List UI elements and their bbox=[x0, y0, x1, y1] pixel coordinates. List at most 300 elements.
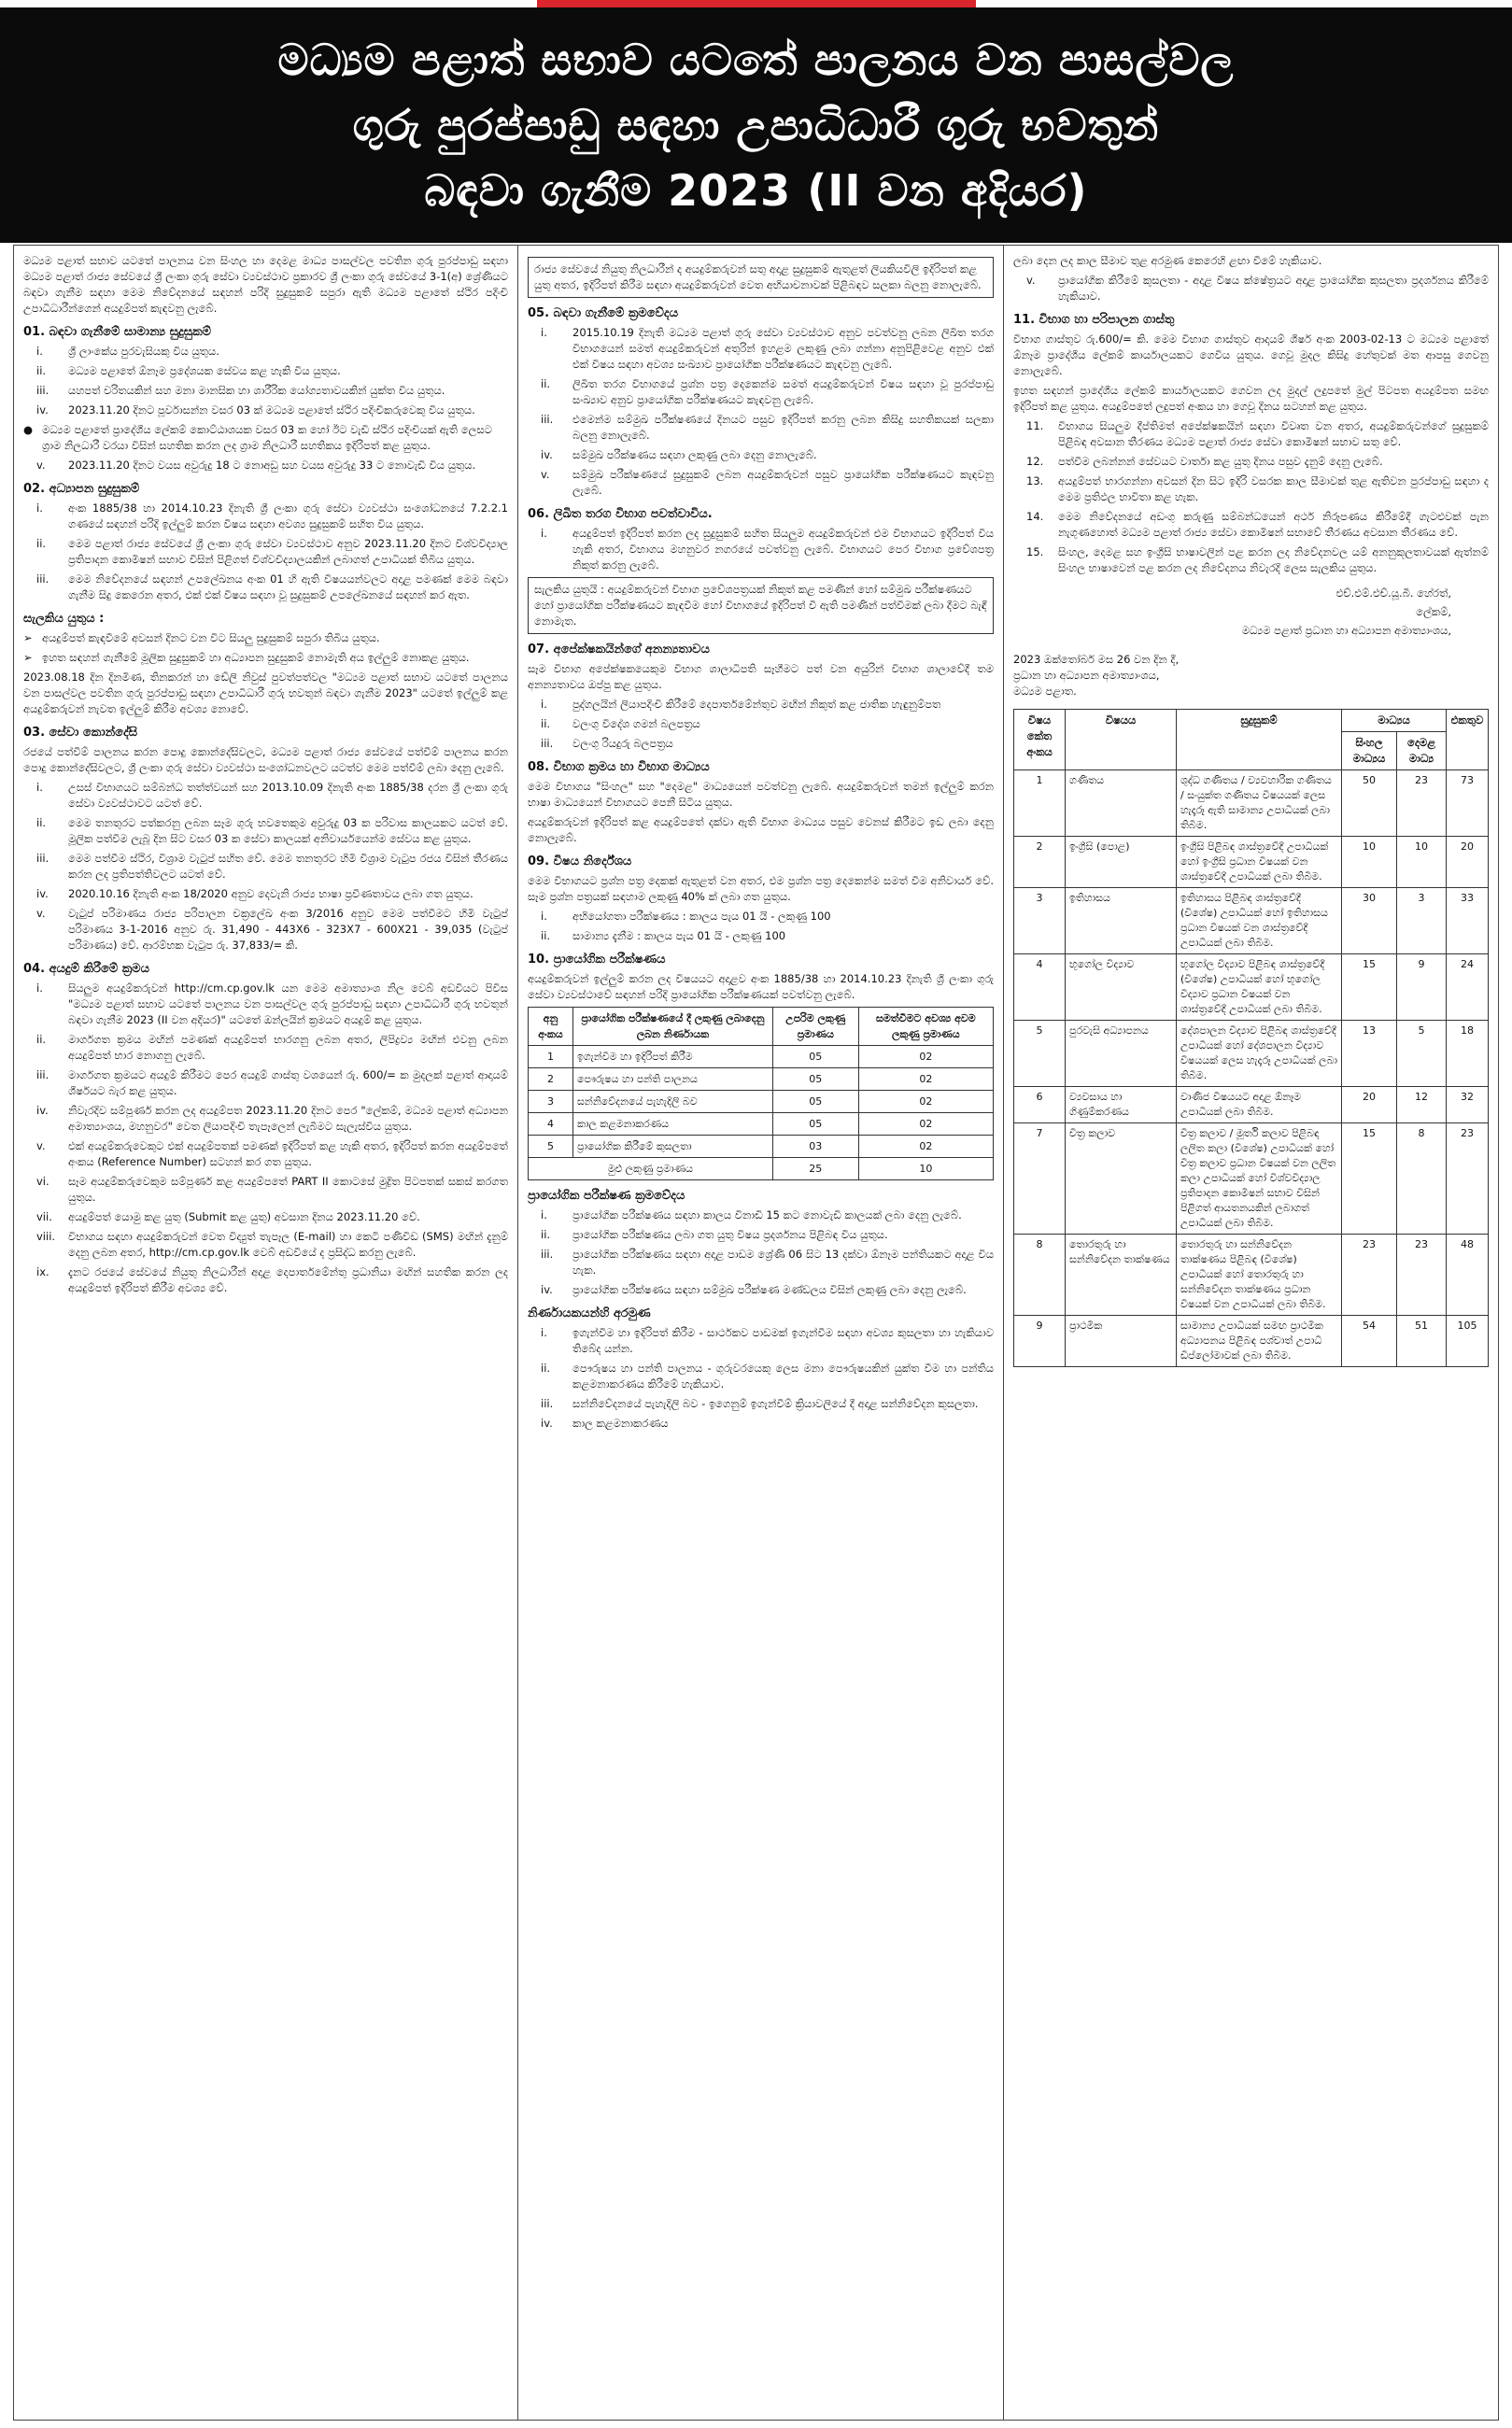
table-cell: 4 bbox=[529, 1113, 573, 1136]
red-accent bbox=[537, 0, 976, 7]
bullet-dot-icon: ● bbox=[23, 423, 34, 436]
table-row bbox=[1014, 1316, 1489, 1367]
note-title: සැලකිය යුතුය : bbox=[23, 612, 105, 626]
item-number: iii. bbox=[541, 413, 554, 426]
address-line-2: මධ්‍යම පළාත. bbox=[1013, 685, 1077, 698]
notice-header bbox=[0, 7, 1512, 243]
item-text: මෙම නිවේදනයේ සඳහන් උපලේඛනය අංක 01 හි ඇති විෂයයන්වලට අදාළ පමණක් මෙම බඳවා ගැනීම සිදු කෙරෙන අතර, එක් එක් විෂය සඳහා වූ සුදුසුකම් උපලේඛනයේ සඳහන් කර ඇත. bbox=[68, 572, 508, 601]
item-text: මෙම තනතුරට පත්කරනු ලබන සෑම ගුරු භවතෙකුම අවුරුදු 03 ක පරිවාස කාලයකට යටත් වේ. මූලික පත්වීම ලැබූ දින සිට වසර 03 ක සේවා කාලයක් අනිවාර්යයෙන්ම සේවය කළ යුතුය. bbox=[68, 816, 508, 845]
item-number: iv. bbox=[541, 448, 553, 461]
section-11-title: 11. විභාග හා පරිපාලන ගාස්තු bbox=[1013, 313, 1175, 327]
list-item bbox=[528, 1247, 994, 1278]
intro-paragraph: මධ්‍යම පළාත් සභාව යටතේ පාලනය වන සිංහල හා දෙමළ මාධ්‍ය පාසල්වල පවතින ගුරු පුරප්පාඩු සඳහා මධ්‍යම පළාත් රාජ්‍ය සේවයේ ශ්‍රී ලංකා ගුරු සේවා ව්‍යවස්ථාව ප්‍රකාරව ශ්‍රී ලංකා ගුරු සේවයේ 3-1(අ) ශ්‍රේණියට බඳවා ගැනීම සඳහා මෙම නිවේදනයේ සඳහන් පරිදි සුදුසුකම් සපුරා ඇති මධ්‍යම පළාතේ ස්ථිර පදිංචි උපාධිධාරීන්ගෙන් අයදුම්පත් කැඳවනු ලැබේ. bbox=[23, 254, 508, 315]
practical-method-list bbox=[528, 1207, 994, 1298]
list-item bbox=[23, 1138, 508, 1170]
subject-code-cell: 9 bbox=[1014, 1316, 1066, 1367]
item-text: පුද්ගලයින් ලියාපදිංචි කිරීමේ දෙපාර්තමේන්තුව මඟින් නිකුත් කළ ජාතික හැඳුනුම්පත bbox=[572, 698, 941, 711]
section-5-title: 05. බඳවා ගැනීමේ ක්‍රමවේදය bbox=[528, 306, 679, 320]
item-text: ප්‍රායෝගික පරීක්ෂණය සඳහා අදාළ පාඩම ශ්‍රේණි 06 සිට 13 දක්වා ඕනෑම පන්තියකට අදාළ විය හැක. bbox=[572, 1248, 994, 1277]
subject-cell: භූගෝල විද්‍යාව bbox=[1066, 954, 1177, 1021]
item-number: iii. bbox=[541, 737, 554, 750]
sinhala-count-cell: 15 bbox=[1342, 1123, 1397, 1235]
col3-top-text: ලබා දෙන ලද කාල සීමාව තුළ අරමුණ කෙරෙහි ළඟා වීමේ හැකියාව. bbox=[1013, 254, 1322, 267]
item-number: ii. bbox=[36, 537, 47, 550]
list-item bbox=[528, 447, 994, 463]
item-number: ii. bbox=[541, 1228, 551, 1241]
item-text: අයදුම්පත් ඉදිරිපත් කරන ලද සුදුසුකම් සහිත සියලුම අයදුම්කරුවන් එම විභාගයට ඉදිරිපත් විය හැකි අතර, විභාගය මහනුවර නගරයේ පවත්වනු ලැබේ. විභාගයට පෙර විභාග ප්‍රවේශපත්‍ර නිකුත් කරනු ලැබේ. bbox=[572, 527, 994, 572]
section-3-list bbox=[23, 780, 508, 953]
item-number: i. bbox=[541, 1208, 547, 1221]
list-item bbox=[23, 1264, 508, 1296]
qualification-cell: භූගෝල විද්‍යාව පිළිබඳ ශාස්ත්‍රවේදී (විශේෂ) උපාධියක් හෝ භූගෝල විද්‍යාව ප්‍රධාන විෂයක් වන ශාස්ත්‍රවේදී උපාධියක් ලබා තිබීම. bbox=[1177, 954, 1342, 1021]
section-7-intro: සෑම විභාග අපේක්ෂකයෙකුම විභාග ශාලාධිපති සෑහීමට පත් වන අයුරින් විභාග ශාලාවේදී තම අනන්‍යතාවය ඔප්පු කළ යුතුය. bbox=[528, 662, 994, 691]
arrow-right-icon: ➢ bbox=[23, 631, 33, 644]
item-number: i. bbox=[541, 326, 547, 339]
date-line: 2023 ඔක්තෝබර් මස 26 වන දින දී, bbox=[1013, 653, 1180, 666]
list-item bbox=[528, 412, 994, 444]
table-cell: 05 bbox=[772, 1046, 858, 1068]
signatory-org: මධ්‍යම පළාත් ප්‍රධාන හා අධ්‍යාපන අමාත්‍යාංශය, bbox=[1241, 624, 1451, 637]
list-item bbox=[23, 363, 508, 379]
qualification-cell: දේශපාලන විද්‍යාව පිළිබඳ ශාස්ත්‍රවේදී උපාධියක් හෝ දේශපාලන විද්‍යාව විෂයයක් ලෙස හැදෑරූ උපාධියක් ලබා තිබීම. bbox=[1177, 1021, 1342, 1087]
column-3 bbox=[1004, 246, 1498, 2420]
table-row bbox=[1014, 1087, 1489, 1123]
table-cell: ඉගැන්වීම හා ඉදිරිපත් කිරීම bbox=[572, 1046, 772, 1068]
table-row bbox=[529, 1091, 994, 1113]
list-item bbox=[23, 1229, 508, 1261]
table-total-row bbox=[529, 1158, 994, 1180]
signatory-name: එච්.එම්.එච්.යූ.බී. හේරත්, bbox=[1335, 586, 1451, 600]
list-item bbox=[528, 1416, 994, 1432]
item-text: ප්‍රායෝගික කිරීමේ කුසලතා - අදාළ විෂය ක්ෂේත්‍රයට අදාළ ප්‍රායෝගික කුසලතා ප්‍රදර්ශනය කිරීමේ හැකියාව. bbox=[1058, 274, 1489, 303]
item-number: iv. bbox=[36, 887, 49, 900]
item-number: i. bbox=[36, 781, 43, 794]
item-text: අංක 1885/38 හා 2014.10.23 දිනැති ශ්‍රී ලංකා ගුරු සේවා ව්‍යවස්ථා සංශෝධනයේ 7.2.2.1 ගණයේ සඳහන් පරිදි ඉල්ලුම් කරන විෂය සඳහා අවශ්‍ය සුදුසුකම් සහිත විය යුතුය. bbox=[68, 501, 508, 530]
item-text: ලිඛිත තරග විභාගයේ ප්‍රශ්න පත්‍ර දෙකෙන්ම සමත් අයදුම්කරුවන් විෂය සඳහා වූ පුරප්පාඩු සංඛ්‍යාව අනුව ප්‍රායෝගික පරීක්ෂණයට කැඳවනු ලැබේ. bbox=[572, 377, 994, 406]
header-line-1: මධ්‍යම පළාත් සභාව යටතේ පාලනය වන පාසල්වල bbox=[277, 35, 1235, 85]
item-text: ප්‍රායෝගික පරීක්ෂණය සඳහා කාලය විනාඩි 15 කට නොවැඩි කාලයක් ලබා දෙනු ලැබේ. bbox=[572, 1208, 962, 1221]
item-number: v. bbox=[1026, 274, 1036, 287]
item-number: 15. bbox=[1026, 545, 1044, 558]
top-note-text: රාජ්‍ය සේවයේ නියුතු නිලධාරීන් ද අයදුම්කරුවන් සතු අදාළ සුදුසුකම් ඇතුළත් ලියකියවිලි ඉදිරිපත් කළ යුතු අතර, ඉදිරිපත් කිරීම සඳහා අයදුම්කරුවන් වෙත අභියාචනාවක් පිළිබඳව සලකා බලනු නොලැබේ. bbox=[534, 262, 982, 291]
item-text: කාල කළමනාකරණය bbox=[572, 1417, 669, 1430]
section-11-text-2: ඉහත සඳහන් ප්‍රාදේශීය ලේකම් කාර්යාලයකට ගෙවන ලද මුදල් ලදුපතේ මුල් පිටපත අයදුම්පත සමඟ ඉදිරිපත් කළ යුතුය. අයදුම්පතේ ලදුපත් අංකය හා ගෙවූ දිනය සටහන් කළ යුතුය. bbox=[1013, 384, 1489, 413]
table-cell: 5 bbox=[529, 1136, 573, 1158]
subject-code-cell: 5 bbox=[1014, 1021, 1066, 1087]
section-10-title: 10. ප්‍රායෝගික පරීක්ෂණය bbox=[528, 953, 666, 967]
item-text: සාමාන්‍ය දැනීම : කාලය පැය 01 යි - ලකුණු 100 bbox=[572, 929, 786, 942]
item-text: සන්නිවේදනයේ පැහැදිලි බව - ඉගෙනුම් ඉගැන්වීම් ක්‍රියාවලියේ දී අදාළ සන්නිවේදන කුසලතා. bbox=[572, 1397, 979, 1410]
item-text: විභාගය සියලුම දීප්තිමත් අපේක්ෂකයින් සඳහා විවෘත වන අතර, අයදුම්කරුවන්ගේ සුදුසුකම් පිළිබඳ අවසාන තීරණය මධ්‍යම පළාත් රාජ්‍ය සේවා කොමිෂන් සභාව සතු වේ. bbox=[1058, 419, 1489, 448]
table-row bbox=[529, 1136, 994, 1158]
subject-code-cell: 2 bbox=[1014, 837, 1066, 888]
section-1-title: 01. බඳවා ගැනීමේ සාමාන්‍ය සුදුසුකම් bbox=[23, 325, 211, 339]
section-1-list bbox=[23, 344, 508, 418]
section-11-text: විභාග ගාස්තුව රු.600/= කි. මෙම විභාග ගාස්තුව ආදායම් ශීර්ෂ අංක 2003-02-13 ට මධ්‍යම පළාතේ ඕනෑම ප්‍රාදේශීය ලේකම් කාර්යාලයකට ගෙවිය යුතුය. ගෙවූ මුදල කිසිදු හේතුවක් මත ආපසු ගෙවනු නොලැබේ. bbox=[1013, 332, 1489, 377]
item-text: ප්‍රායෝගික පරීක්ෂණය සඳහා සම්මුඛ පරීක්ෂණ මණ්ඩලය විසින් ලකුණු ලබා දෙනු ලැබේ. bbox=[572, 1283, 967, 1296]
signature-block bbox=[1013, 586, 1489, 639]
item-number: ix. bbox=[36, 1265, 49, 1278]
list-item bbox=[23, 572, 508, 603]
header-line-2: ගුරු පුරප්පාඩු සඳහා උපාධිධාරී ගුරු භවතුන් bbox=[352, 100, 1160, 150]
total-label-cell: මුළු ලකුණු ප්‍රමාණය bbox=[529, 1158, 773, 1180]
list-item bbox=[528, 716, 994, 732]
item-number: i. bbox=[36, 345, 43, 358]
vacancy-table bbox=[1013, 709, 1489, 1367]
list-item bbox=[23, 886, 508, 902]
header-no: විෂය කේත අංකය bbox=[1014, 710, 1066, 770]
item-number: vii. bbox=[36, 1210, 52, 1223]
list-item bbox=[528, 1282, 994, 1298]
section-2-list bbox=[23, 501, 508, 603]
section-1-bullet bbox=[23, 422, 508, 454]
note-paragraph: 2023.08.18 දින දිනමිණ, තිනකරන් හා ඩේලි නිවුස් පුවත්පත්වල "මධ්‍යම පළාත් සභාව යටතේ පාලනය වන පාසල්වල පවතින ගුරු පුරප්පාඩු සඳහා උපාධිධාරී ගුරු භවතුන් බඳවා ගැනීම 2023" යටතේ ඉල්ලුම් කළ අයදුම්කරුවන් නැවත ඉල්ලුම් කිරීම අවශ්‍ය නොවේ. bbox=[23, 671, 508, 715]
notice-body bbox=[13, 245, 1499, 2421]
table-cell: 03 bbox=[772, 1136, 858, 1158]
item-number: i. bbox=[36, 501, 43, 515]
subject-cell: තොරතුරු හා සන්නිවේදන තාක්ෂණය bbox=[1066, 1235, 1177, 1316]
note-box-text: සැලකිය යුතුයි : අයදුම්කරුවන් විභාග ප්‍රවේශපත්‍රයක් නිකුත් කළ පමණින් හෝ සම්මුඛ පරීක්ෂණයට හෝ ප්‍රායෝගික පරීක්ෂණයට කැඳවීම හෝ විභාගයේ ඉදිරිපත් වී ඇති පමණින් පත්වීමක් ලබා දීමට බැඳී නොමැත. bbox=[534, 583, 987, 628]
item-number: ii. bbox=[36, 364, 47, 377]
item-text: උසස් විභාගයට සම්බන්ධ තත්ත්වයන් සහ 2013.10.09 දිනැති අංක 1885/38 දරන ශ්‍රී ලංකා ගුරු සේවා ව්‍යවස්ථාවට යටත් වේ. bbox=[68, 781, 508, 810]
column-2 bbox=[518, 246, 1004, 2420]
item-text: ශ්‍රී ලාංකේය පුරවැසියකු විය යුතුය. bbox=[68, 345, 219, 358]
table-row bbox=[529, 1113, 994, 1136]
item-number: iv. bbox=[541, 1417, 553, 1430]
list-item bbox=[1013, 509, 1489, 541]
tamil-count-cell: 23 bbox=[1397, 770, 1447, 837]
item-number: ii. bbox=[541, 377, 551, 390]
list-item bbox=[528, 909, 994, 925]
list-item bbox=[23, 1103, 508, 1135]
signatory-role: ලේකම්, bbox=[1416, 605, 1451, 618]
section-5-list bbox=[528, 325, 994, 499]
tamil-count-cell: 10 bbox=[1397, 837, 1447, 888]
note-item bbox=[23, 650, 508, 666]
table-cell: සන්නිවේදනයේ පැහැදිලි බව bbox=[572, 1091, 772, 1113]
subject-code-cell: 4 bbox=[1014, 954, 1066, 1021]
item-number: iii. bbox=[36, 572, 49, 586]
item-number: i. bbox=[541, 1326, 547, 1339]
list-item bbox=[23, 402, 508, 418]
table-row bbox=[1014, 1123, 1489, 1235]
tamil-count-cell: 8 bbox=[1397, 1123, 1447, 1235]
item-text: මෙම පළාත් රාජ්‍ය සේවයේ ශ්‍රී ලංකා ගුරු සේවා ව්‍යවස්ථාව අනුව 2023.11.20 දිනට විශ්වවිද්‍යාල ප්‍රතිපාදන කොමිෂන් සභාව විසින් පිළිගත් විශ්වවිද්‍යාලයකින් ලබාගත් උපාධියක් තිබිය යුතුය. bbox=[68, 537, 508, 566]
item-number: iv. bbox=[36, 403, 49, 416]
notes-list bbox=[23, 630, 508, 666]
header-line-3: බඳවා ගැනීම 2023 (II වන අදියර) bbox=[424, 165, 1088, 216]
table-header-row bbox=[529, 1008, 994, 1046]
total-count-cell: 32 bbox=[1447, 1087, 1489, 1123]
list-item bbox=[528, 1361, 994, 1392]
practical-method-title: ප්‍රායෝගික පරීක්ෂණ ක්‍රමවේදය bbox=[528, 1189, 685, 1203]
sinhala-count-cell: 23 bbox=[1342, 1235, 1397, 1316]
column-1 bbox=[14, 246, 518, 2420]
item-number: iii. bbox=[36, 1068, 49, 1081]
item-text: 2020.10.16 දිනැති අංක 18/2020 අනුව දෙවැනි රාජ්‍ය භාෂා ප්‍රවීණතාවය ලබා ගත යුතුය. bbox=[68, 887, 473, 900]
subject-cell: ගණිතය bbox=[1066, 770, 1177, 837]
section-7-title: 07. අපේක්ෂකයින්ගේ අනන්‍යතාවය bbox=[528, 642, 710, 656]
list-item bbox=[1013, 273, 1489, 304]
note-item bbox=[23, 630, 508, 646]
date-address-block bbox=[1013, 652, 1489, 699]
section-2-title: 02. අධ්‍යාපන සුදුසුකම් bbox=[23, 482, 140, 496]
item-text: සියලුම අයදුම්කරුවන් http://cm.cp.gov.lk යන මෙම අමාත්‍යාංශ නිල වෙබ් අඩවියට පිවිස "මධ්‍යම පළාත් සභාව යටතේ පාලනය වන පාසල්වල ගුරු පුරප්පාඩු සඳහා උපාධිධාරී ගුරු භවතුන් බඳවා ගැනීම 2023 (II වන අදියර)" යටතේ ඔන්ලයින් ක්‍රමයට අයදුම් කළ යුතුය. bbox=[68, 981, 508, 1026]
list-item bbox=[528, 1207, 994, 1223]
item-number: iii. bbox=[36, 852, 49, 865]
tamil-count-cell: 5 bbox=[1397, 1021, 1447, 1087]
list-item bbox=[528, 1227, 994, 1243]
item-text: ප්‍රායෝගික පරීක්ෂණය ලබා ගත යුතු විෂය ප්‍රදර්ශනය පිළිබඳ විය යුතුය. bbox=[572, 1228, 888, 1241]
list-item bbox=[23, 981, 508, 1028]
list-item bbox=[23, 1174, 508, 1206]
table-cell: ප්‍රායෝගික කිරීමේ කුසලතා bbox=[572, 1136, 772, 1158]
item-text: සෑම අයදුම්කරුවෙකුම සම්පූර්ණ කළ අයදුම්පතේ PART II කොටසේ මුද්‍රිත පිටපතක් සකස් කරගත යුතුය. bbox=[68, 1175, 508, 1204]
item-number: ii. bbox=[541, 1362, 551, 1375]
item-number: v. bbox=[36, 1139, 46, 1152]
item-text: නිවැරදිව සම්පූර්ණ කරන ලද අයදුම්පත 2023.11.20 දිනට පෙර "ලේකම්, මධ්‍යම පළාත් අධ්‍යාපන අමාත්‍යාංශය, මහනුවර" වෙත ලියාපදිංචි තැපෑලෙන් ලැබීමට සැලැස්විය යුතුය. bbox=[68, 1104, 508, 1133]
table-header-row bbox=[1014, 710, 1489, 732]
section-8-title: 08. විභාග ක්‍රමය හා විභාග මාධ්‍යය bbox=[528, 760, 710, 774]
table-cell: 05 bbox=[772, 1091, 858, 1113]
list-item bbox=[1013, 473, 1489, 505]
item-number: iii. bbox=[541, 1397, 554, 1410]
item-text: මෙම පත්වීම ස්ථිර, විශ්‍රාම වැටුප් සහිත වේ. මෙම තනතුරට හිමි විශ්‍රාම වැටුප රජය විසින් තීරණය කරන ලද ප්‍රතිපත්තිවලට යටත් වේ. bbox=[68, 852, 508, 881]
tamil-count-cell: 51 bbox=[1397, 1316, 1447, 1367]
item-number: iv. bbox=[541, 1283, 553, 1296]
sinhala-count-cell: 15 bbox=[1342, 954, 1397, 1021]
qualification-cell: චිත්‍ර කලාව / මූර්ති කලාව පිළිබඳ ලලිත කලා (විශේෂ) උපාධියක් හෝ චිත්‍ර කලාව ප්‍රධාන විෂයක් වන ලලිත කලා උපාධියක් හෝ විශ්වවිද්‍යාල ප්‍රතිපාදන කොමිෂන් සභාව විසින් පිළිගත් ආයතනයකින් ලබාගත් උපාධියක් ලබා තිබීම. bbox=[1177, 1123, 1342, 1235]
table-cell: 02 bbox=[858, 1091, 993, 1113]
subject-cell: ප්‍රාථමික bbox=[1066, 1316, 1177, 1367]
item-text: මාර්ගගත ක්‍රමයට අයදුම් කිරීමට පෙර අයදුම් ගාස්තු වශයෙන් රු. 600/= ක මුදලක් පළාත් ආදායම් ශීර්ෂයට බැර කළ යුතුය. bbox=[68, 1068, 508, 1097]
list-item bbox=[23, 1032, 508, 1064]
list-item bbox=[23, 906, 508, 953]
section-9-text: මෙම විභාගයට ප්‍රශ්න පත්‍ර දෙකක් ඇතුළත් වන අතර, එම ප්‍රශ්න පත්‍ර දෙකෙන්ම සමත් වීම අනිවාර්ය වේ. සෑම ප්‍රශ්න පත්‍රයක් සඳහාම ලකුණු 40% ක් ලබා ගත යුතුය. bbox=[528, 874, 994, 903]
section-3-intro: රජයේ පත්වීම් පාලනය කරන පොදු කොන්දේසිවලට, මධ්‍යම පළාත් රාජ්‍ය සේවයේ පත්වීම් පාලනය කරන පොදු කොන්දේසිවලට, ශ්‍රී ලංකා ගුරු සේවා ව්‍යවස්ථා සංශෝධනවලට යටත්ව මෙම පත්වීම් ලබා දෙනු ලැබේ. bbox=[23, 745, 508, 774]
item-number: ii. bbox=[36, 816, 47, 829]
list-item bbox=[528, 736, 994, 752]
numbered-paragraphs bbox=[1013, 418, 1489, 576]
item-number: v. bbox=[36, 907, 46, 920]
item-text: සම්මුඛ පරීක්ෂණයේ සුදුසුකම් ලබන අයදුම්කරුවන් පසුව ප්‍රායෝගික පරීක්ෂණයට කැඳවනු ලැබේ. bbox=[572, 468, 994, 497]
table-cell: 2 bbox=[529, 1068, 573, 1091]
total-count-cell: 105 bbox=[1447, 1316, 1489, 1367]
note-text: අයදුම්පත් කැඳවීමේ අවසන් දිනට වන විට සියලු සුදුසුකම් සපුරා තිබිය යුතුය. bbox=[42, 631, 380, 644]
table-header-cell: අනු අංකය bbox=[529, 1008, 573, 1046]
subject-code-cell: 6 bbox=[1014, 1087, 1066, 1123]
table-cell: 02 bbox=[858, 1068, 993, 1091]
arrow-right-icon: ➢ bbox=[23, 651, 33, 664]
section-3-title: 03. සේවා කොන්දේසි bbox=[23, 726, 138, 740]
sinhala-count-cell: 10 bbox=[1342, 837, 1397, 888]
table-cell: පෞරුෂය හා පන්ති පාලනය bbox=[572, 1068, 772, 1091]
table-cell: 02 bbox=[858, 1046, 993, 1068]
item-text: අයදුම්පත් භාරගන්නා අවසන් දින සිට ඉදිරි වසරක කාල සීමාවක් තුළ ඇතිවන පුරප්පාඩු සඳහා ද මෙම ප්‍රතිඵල භාවිතා කළ හැක. bbox=[1058, 474, 1489, 503]
qualification-cell: ඉතිහාසය පිළිබඳ ශාස්ත්‍රවේදී (විශේෂ) උපාධියක් හෝ ඉතිහාසය ප්‍රධාන විෂයක් වන ශාස්ත්‍රවේදී උපාධියක් ලබා තිබීම. bbox=[1177, 888, 1342, 954]
list-item bbox=[23, 780, 508, 812]
item-text: එක් අයදුම්කරුවෙකුට එක් අයදුම්පතක් පමණක් ඉදිරිපත් කළ හැකි අතර, ඉදිරිපත් කරන අයදුම්පතේ අංකය (Reference Number) සටහන් කර ගත යුතුය. bbox=[68, 1139, 508, 1168]
total-count-cell: 33 bbox=[1447, 888, 1489, 954]
list-item bbox=[1013, 544, 1489, 576]
section-6-title: 06. ලිඛිත තරග විභාග පවත්වාවිය. bbox=[528, 507, 713, 521]
header-sinhala: සිංහල මාධ්‍යය bbox=[1342, 732, 1397, 770]
table-header-cell: සමත්වීමට අවශ්‍ය අවම ලකුණු ප්‍රමාණය bbox=[858, 1008, 993, 1046]
item-text: යහපත් චරිතයකින් සහ මනා මානසික හා ශාරීරික යෝග්‍යතාවයකින් යුක්ත විය යුතුය. bbox=[68, 384, 445, 397]
header-qualification: සුදුසුකම් bbox=[1177, 710, 1342, 770]
list-item bbox=[528, 1325, 994, 1357]
item-number: v. bbox=[36, 459, 46, 472]
table-cell: 05 bbox=[772, 1113, 858, 1136]
subject-code-cell: 3 bbox=[1014, 888, 1066, 954]
criteria-title: නිර්ණායකයන්හි අරමුණ bbox=[528, 1306, 651, 1320]
table-header-cell: ප්‍රායෝගික පරීක්ෂණයේ දී ලකුණු ලබාදෙනු ලබන නිර්ණායක bbox=[572, 1008, 772, 1046]
list-item bbox=[23, 501, 508, 532]
sinhala-count-cell: 54 bbox=[1342, 1316, 1397, 1367]
tamil-count-cell: 12 bbox=[1397, 1087, 1447, 1123]
item-number: 12. bbox=[1026, 455, 1044, 468]
item-text: ඉගැන්වීම හා ඉදිරිපත් කිරීම - සාර්ථකව පාඩමක් ඉගැන්වීම සඳහා අවශ්‍ය කුසලතා හා හැකියාව තිබේද යන්න. bbox=[572, 1326, 994, 1355]
section-7-list bbox=[528, 697, 994, 752]
list-item bbox=[23, 1067, 508, 1099]
item-text: සිංහල, දෙමළ සහ ඉංග්‍රීසි භාෂාවලින් පළ කරන ලද නිවේදනවල යම් අනනුකූලතාවයක් ඇත්නම් සිංහල භාෂාවෙන් පළ කරන ලද නිවේදනය නිවැරදි ලෙස සැලකිය යුතුය. bbox=[1058, 545, 1489, 574]
section-6-list bbox=[528, 526, 994, 573]
list-item bbox=[23, 815, 508, 847]
criteria-list bbox=[528, 1325, 994, 1432]
list-item bbox=[23, 344, 508, 360]
address-line-1: ප්‍රධාන හා අධ්‍යාපන අමාත්‍යාංශය, bbox=[1013, 669, 1160, 682]
list-item bbox=[528, 376, 994, 408]
table-row bbox=[1014, 770, 1489, 837]
item-number: i. bbox=[541, 527, 547, 540]
qualification-cell: වාණිජ විෂයයට අදාළ ඕනෑම උපාධියක් ලබා තිබීම. bbox=[1177, 1087, 1342, 1123]
item-text: සම්මුඛ පරීක්ෂණය සඳහා ලකුණු ලබා දෙනු නොලැබේ. bbox=[572, 448, 817, 461]
total-count-cell: 18 bbox=[1447, 1021, 1489, 1087]
qualification-cell: ශුද්ධ ගණිතය / ව්‍යවහාරික ගණිතය / සංයුක්ත ගණිතය විෂයයක් ලෙස හැදෑරූ ඇති සාමාන්‍ය උපාධියක් ලබා තිබීම. bbox=[1177, 770, 1342, 837]
item-number: iii. bbox=[36, 384, 49, 397]
total-count-cell: 73 bbox=[1447, 770, 1489, 837]
header-total: එකතුව bbox=[1447, 710, 1489, 770]
section-8-text-2: අයදුම්කරුවන් ඉදිරිපත් කළ අයදුම්පතේ දක්වා ඇති විභාග මාධ්‍යය පසුව වෙනස් කිරීමට ඉඩ ලබා දෙනු නොලැබේ. bbox=[528, 815, 994, 844]
sinhala-count-cell: 13 bbox=[1342, 1021, 1397, 1087]
list-item bbox=[528, 526, 994, 573]
table-row bbox=[1014, 837, 1489, 888]
item-text: පත්වීම ලබන්නන් සේවයට වාර්තා කළ යුතු දිනය පසුව දැනුම් දෙනු ලැබේ. bbox=[1058, 455, 1383, 468]
header-medium: මාධ්‍යය bbox=[1342, 710, 1447, 732]
table-cell: 1 bbox=[529, 1046, 573, 1068]
item-number: v. bbox=[541, 468, 550, 481]
list-item bbox=[1013, 454, 1489, 470]
item-number: ii. bbox=[36, 1033, 47, 1046]
tamil-count-cell: 9 bbox=[1397, 954, 1447, 1021]
qualification-cell: තොරතුරු හා සන්නිවේදන තාක්ෂණය පිළිබඳ (විශේෂ) උපාධියක් හෝ තොරතුරු හා සන්නිවේදන තාක්ෂණය ප්‍රධාන විෂයක් වන උපාධියක් ලබා තිබීම. bbox=[1177, 1235, 1342, 1316]
list-item bbox=[23, 1209, 508, 1225]
item-number: i. bbox=[541, 698, 547, 711]
table-cell: 3 bbox=[529, 1091, 573, 1113]
total-max-cell: 25 bbox=[772, 1158, 858, 1180]
header-tamil: දෙමළ මාධ්‍ය bbox=[1397, 732, 1447, 770]
section-4-list bbox=[23, 981, 508, 1296]
item-number: 11. bbox=[1026, 419, 1044, 432]
subject-cell: ඉතිහාසය bbox=[1066, 888, 1177, 954]
subject-cell: චිත්‍ර කලාව bbox=[1066, 1123, 1177, 1235]
item-text: මාර්ගගත ක්‍රමය මඟින් පමණක් අයදුම්පත් භාරගනු ලබන අතර, ලිපිද්‍රව්‍ය මඟින් එවනු ලබන අයදුම්පත් භාර නොගනු ලැබේ. bbox=[68, 1033, 508, 1062]
item-text: 2023.11.20 දිනට පූර්වාසන්න වසර 03 ක් මධ්‍යම පළාතේ ස්ථිර පදිංචිකරුවෙකු විය යුතුය. bbox=[68, 403, 475, 416]
table-cell: 05 bbox=[772, 1068, 858, 1091]
table-cell: කාල කළමනාකරණය bbox=[572, 1113, 772, 1136]
bullet-text: මධ්‍යම පළාතේ ප්‍රාදේශීය ලේකම් කොට්ඨාශයක වසර 03 ක හෝ ඊට වැඩි ස්ථිර පදිංචියක් ඇති ලෙසට ග්‍රාම නිලධාරී වරයා විසින් සහතික කරන ලද ග්‍රාම නිලධාරී සහතිකය ඉදිරිපත් කළ යුතුය. bbox=[42, 423, 492, 452]
list-item bbox=[23, 383, 508, 399]
section-9-list bbox=[528, 909, 994, 944]
table-row bbox=[1014, 1235, 1489, 1316]
qualification-cell: සාමාන්‍ය උපාධියක් සමඟ ප්‍රාථමික අධ්‍යාපනය පිළිබඳ පශ්චාත් උපාධි ඩිප්ලෝමාවක් ලබා තිබීම. bbox=[1177, 1316, 1342, 1367]
section-4-title: 04. අයදුම් කිරීමේ ක්‍රමය bbox=[23, 962, 149, 976]
item-number: 13. bbox=[1026, 474, 1044, 487]
item-number: i. bbox=[541, 910, 547, 923]
total-count-cell: 24 bbox=[1447, 954, 1489, 1021]
item-number: 14. bbox=[1026, 510, 1044, 523]
list-item bbox=[1013, 418, 1489, 450]
item-number: i. bbox=[36, 981, 43, 995]
subject-cell: පුරවැසි අධ්‍යාපනය bbox=[1066, 1021, 1177, 1087]
qualification-cell: ඉංග්‍රීසි පිළිබඳ ශාස්ත්‍රවේදී උපාධියක් හෝ ඉංග්‍රීසි ප්‍රධාන විෂයක් වන ශාස්ත්‍රවේදී උපාධියක් ලබා තිබීම. bbox=[1177, 837, 1342, 888]
item-text: අයදුම්පත් යොමු කළ යුතු (Submit කළ යුතු) අවසාන දිනය 2023.11.20 වේ. bbox=[68, 1210, 420, 1223]
top-note-box bbox=[528, 257, 994, 298]
subject-code-cell: 8 bbox=[1014, 1235, 1066, 1316]
item-text: 2023.11.20 දිනට වයස අවුරුදු 18 ට නොඅඩු සහ වයස අවුරුදු 33 ට නොවැඩි විය යුතුය. bbox=[68, 459, 476, 472]
item-text: පෞරුෂය හා පන්ති පාලනය - ගුරුවරයෙකු ලෙස මනා පෞරුෂයකින් යුක්ත වීම හා පන්තිය කළමනාකරණය කිරීමේ හැකියාව. bbox=[572, 1362, 994, 1390]
table-body bbox=[1014, 770, 1489, 1367]
item-text: අභියෝගතා පරීක්ෂණය : කාලය පැය 01 යි - ලකුණු 100 bbox=[572, 910, 831, 923]
section-10-text: අයදුම්කරුවන් ඉල්ලුම් කරන ලද විෂයයට අදාළව අංක 1885/38 හා 2014.10.23 දිනැති ශ්‍රී ලංකා ගුරු සේවා ව්‍යවස්ථාවේ සඳහන් පරිදි ප්‍රායෝගික පරීක්ෂණයක් පවත්වනු ලැබේ. bbox=[528, 972, 994, 1001]
list-item bbox=[528, 325, 994, 373]
item-number: iv. bbox=[36, 1104, 49, 1117]
practical-marks-table bbox=[528, 1007, 994, 1180]
list-item bbox=[528, 928, 994, 944]
subject-code-cell: 1 bbox=[1014, 770, 1066, 837]
item-number: ii. bbox=[541, 717, 551, 730]
section-8-text: මෙම විභාගය "සිංහල" සහ "දෙමළ" මාධ්‍යයෙන් පවත්වනු ලැබේ. අයදුම්කරුවන් තමන් ඉල්ලුම් කරන භාෂා මාධ්‍යයෙන් විභාගයට පෙනී සිටිය යුතුය. bbox=[528, 780, 994, 809]
table-row bbox=[1014, 954, 1489, 1021]
item-text: වලංගු රියදුරු බලපත්‍රය bbox=[572, 737, 673, 750]
total-count-cell: 48 bbox=[1447, 1235, 1489, 1316]
item-number: vi. bbox=[36, 1175, 49, 1188]
item-text: එමෙන්ම සම්මුඛ පරීක්ෂණයේ දිනයට පසුව ඉදිරිපත් කරනු ලබන කිසිදු සහතිකයක් සලකා බලනු නොලැබේ. bbox=[572, 413, 994, 442]
sinhala-count-cell: 50 bbox=[1342, 770, 1397, 837]
subject-code-cell: 7 bbox=[1014, 1123, 1066, 1235]
total-count-cell: 23 bbox=[1447, 1123, 1489, 1235]
item-text: විභාගය සඳහා අයදුම්කරුවන් වෙත විද්‍යුත් තැපෑල (E-mail) හා කෙටි පණිවිඩ (SMS) මඟින් දැනුම් දෙනු ලබන අතර, http://cm.cp.gov.lk වෙබ් අඩවියේ ද ප්‍රසිද්ධ කරනු ලැබේ. bbox=[68, 1230, 508, 1259]
tamil-count-cell: 3 bbox=[1397, 888, 1447, 954]
table-cell: 02 bbox=[858, 1113, 993, 1136]
item-text: වැටුප් පරිමාණය රාජ්‍ය පරිපාලන චක්‍රලේඛ අංක 3/2016 අනුව මෙම පත්වීමට හිමි වැටුප් පරිමාණය 3-1-2016 අනුව රු. 31,490 - 443X6 - 323X7 - 600X21 - 39,035 (වැටුප් පරිමාණය) වේ. ආරම්භක වැටුප රු. 37,833/= කි. bbox=[68, 907, 508, 952]
table-header-cell: උපරිම ලකුණු ප්‍රමාණය bbox=[772, 1008, 858, 1046]
list-item bbox=[23, 536, 508, 568]
table-body bbox=[529, 1046, 994, 1180]
item-text: දැනට රජයේ සේවයේ නියුතු නිලධාරීන් අදාළ දෙපාර්තමේන්තු ප්‍රධානියා මඟින් සහතික කරන ලද අයදුම්පත් ඉදිරිපත් කිරීම අවශ්‍ය වේ. bbox=[68, 1265, 508, 1294]
item-text: වලංගු විදේශ ගමන් බලපත්‍රය bbox=[572, 717, 700, 730]
list-item bbox=[528, 467, 994, 499]
item-number: viii. bbox=[36, 1230, 56, 1243]
table-row bbox=[1014, 888, 1489, 954]
list-item bbox=[23, 458, 508, 473]
total-min-cell: 10 bbox=[858, 1158, 993, 1180]
header-subject: විෂයය bbox=[1066, 710, 1177, 770]
list-item bbox=[23, 851, 508, 882]
tamil-count-cell: 23 bbox=[1397, 1235, 1447, 1316]
total-count-cell: 20 bbox=[1447, 837, 1489, 888]
sinhala-count-cell: 20 bbox=[1342, 1087, 1397, 1123]
